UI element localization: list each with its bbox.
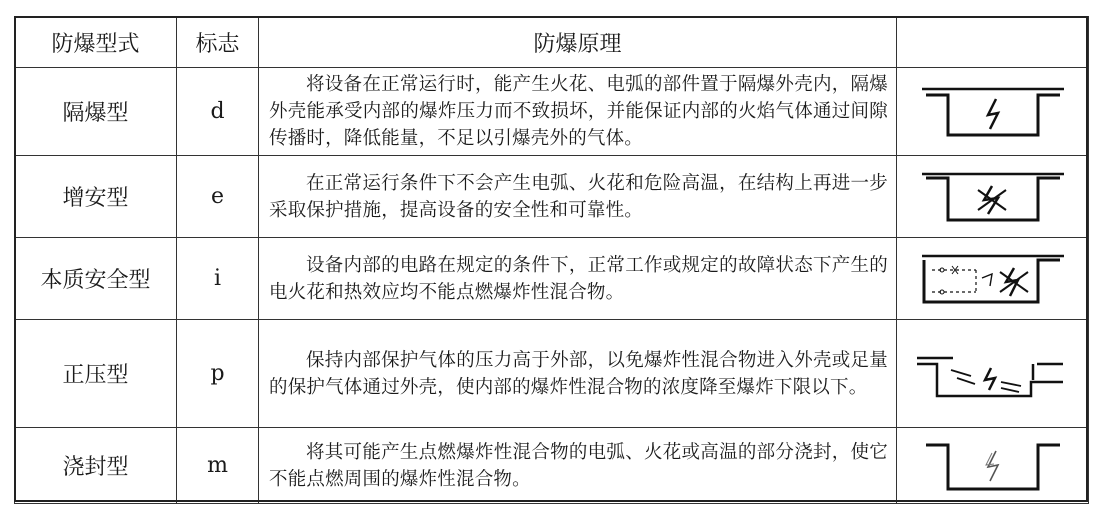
- header-type: 防爆型式: [15, 17, 177, 68]
- row-type: 隔爆型: [15, 68, 177, 156]
- row-mark: m: [177, 428, 259, 504]
- explosion-proof-table: [14, 16, 1089, 504]
- row-principle: 将其可能产生点燃爆炸性混合物的电弧、火花或高温的部分浇封，使它不能点燃周围的爆炸性混合物。: [259, 428, 897, 504]
- row-type: 浇封型: [15, 428, 177, 504]
- row-mark: i: [177, 238, 259, 320]
- row-type: 本质安全型: [15, 238, 177, 320]
- table-row: [15, 238, 1089, 320]
- row-mark: e: [177, 156, 259, 238]
- encapsulation-icon: [897, 428, 1089, 504]
- flameproof-enclosure-icon: [897, 68, 1089, 156]
- intrinsic-safety-icon: [897, 238, 1089, 320]
- increased-safety-icon: [897, 156, 1089, 238]
- table-row: [15, 156, 1089, 238]
- row-mark: d: [177, 68, 259, 156]
- table-row: [15, 428, 1089, 504]
- row-type: 增安型: [15, 156, 177, 238]
- row-mark: p: [177, 320, 259, 428]
- header-principle: 防爆原理: [259, 17, 897, 68]
- row-type: 正压型: [15, 320, 177, 428]
- pressurized-icon: [897, 320, 1089, 428]
- row-principle: 设备内部的电路在规定的条件下，正常工作或规定的故障状态下产生的电火花和热效应均不能点燃爆炸性混合物。: [259, 238, 897, 320]
- row-principle: 将设备在正常运行时，能产生火花、电弧的部件置于隔爆外壳内，隔爆外壳能承受内部的爆炸压力而不致损坏，并能保证内部的火焰气体通过间隙传播时，降低能量，不足以引爆壳外的气体。: [259, 68, 897, 156]
- row-principle: 保持内部保护气体的压力高于外部，以免爆炸性混合物进入外壳或足量的保护气体通过外壳，使内部的爆炸性混合物的浓度降至爆炸下限以下。: [259, 320, 897, 428]
- header-symbol: [897, 17, 1089, 68]
- row-principle: 在正常运行条件下不会产生电弧、火花和危险高温，在结构上再进一步采取保护措施，提高设备的安全性和可靠性。: [259, 156, 897, 238]
- table-row: [15, 68, 1089, 156]
- table-header-row: [15, 17, 1089, 68]
- header-mark: 标志: [177, 17, 259, 68]
- table-row: [15, 320, 1089, 428]
